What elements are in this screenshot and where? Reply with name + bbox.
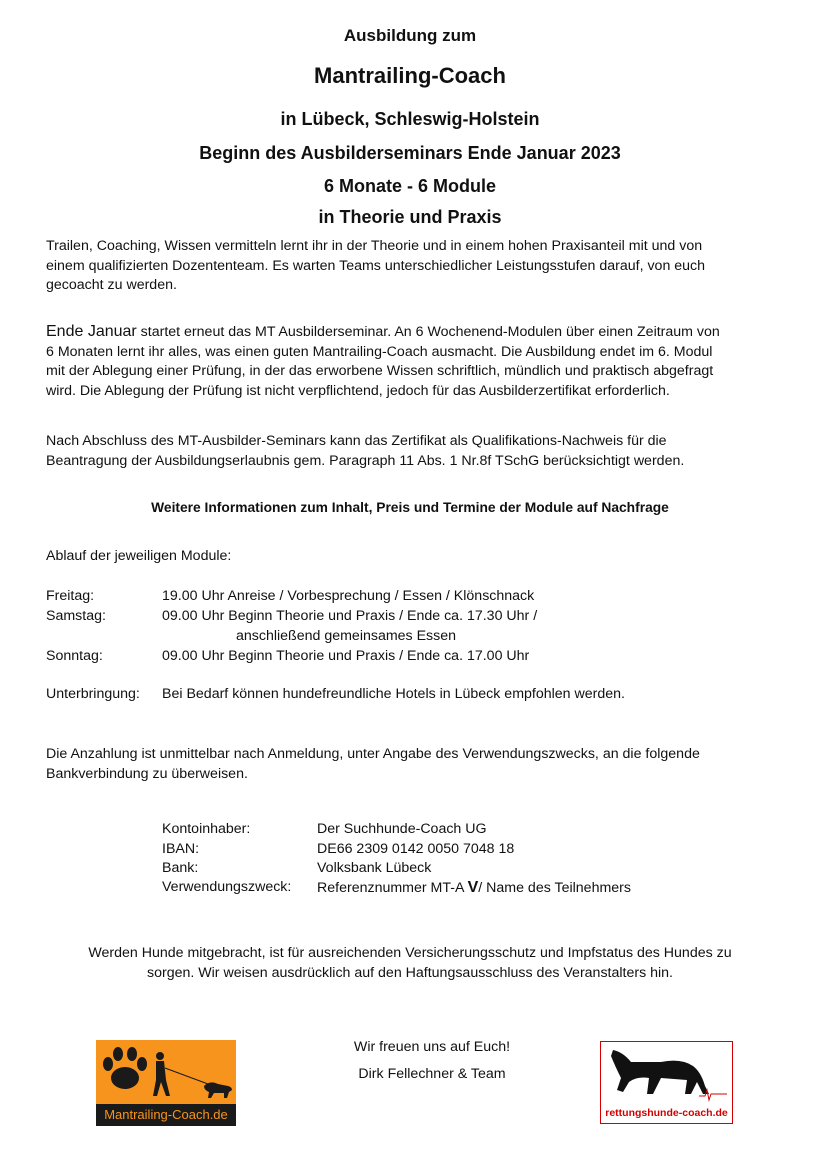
schedule-text: 09.00 Uhr Beginn Theorie und Praxis / Ende ca. 17.30 Uhr / xyxy=(162,608,538,624)
purpose-text: / Name des Teilnehmers xyxy=(478,880,631,896)
accommodation-label: Unterbringung: xyxy=(46,686,140,702)
title-line-1: Ausbildung zum xyxy=(343,26,477,45)
bank-value xyxy=(317,879,631,897)
paw-and-handler-icon xyxy=(96,1040,236,1104)
schedule-heading: Ablauf der jeweiligen Module: xyxy=(46,548,232,564)
rettungshunde-coach-logo xyxy=(600,1041,733,1124)
certificate-paragraph xyxy=(46,432,781,471)
duration-line: 6 Monate - 6 Module xyxy=(323,176,496,196)
schedule-day: Sonntag: xyxy=(46,648,103,664)
mantrailing-coach-logo xyxy=(96,1040,236,1126)
payment-paragraph xyxy=(46,745,781,784)
intro-line: gecoacht zu werden. xyxy=(46,277,177,294)
bank-value: Volksbank Lübeck xyxy=(317,860,432,876)
accommodation-text: Bei Bedarf können hundefreundliche Hotels in Lübeck empfohlen werden. xyxy=(162,686,625,702)
insurance-line: sorgen. Wir weisen ausdrücklich auf den Haftungsausschluss des Veranstalters hin. xyxy=(147,964,673,981)
insurance-notice xyxy=(0,944,820,983)
info-heading: Weitere Informationen zum Inhalt, Preis und Termine der Module auf Nachfrage xyxy=(151,500,669,515)
purpose-text: Referenznummer MT-A xyxy=(317,880,468,896)
bank-row-holder xyxy=(0,821,820,841)
schedule-text: anschließend gemeinsames Essen xyxy=(236,628,457,644)
location-line: in Lübeck, Schleswig-Holstein xyxy=(280,109,540,129)
seminar-line: mit der Ablegung einer Prüfung, in der das erworbene Wissen schriftlich, mündlich und praktisch abgefragt xyxy=(46,363,714,380)
schedule-row-friday xyxy=(0,588,820,608)
schedule-text: 09.00 Uhr Beginn Theorie und Praxis / Ende ca. 17.00 Uhr xyxy=(162,648,530,664)
seminar-line: 6 Monaten lernt ihr alles, was einen guten Mantrailing-Coach ausmacht. Die Ausbildung endet im 6. Modul xyxy=(46,343,713,360)
bank-label: Bank: xyxy=(162,860,199,876)
seminar-line xyxy=(46,322,781,343)
schedule-day: Freitag: xyxy=(46,588,95,604)
bank-label: Verwendungszweck: xyxy=(162,879,292,895)
intro-paragraph xyxy=(46,237,781,296)
bank-row-purpose xyxy=(0,879,820,899)
closing-signature: Dirk Fellechner & Team xyxy=(358,1066,506,1082)
schedule-text: 19.00 Uhr Anreise / Vorbesprechung / Essen / Klönschnack xyxy=(162,588,535,604)
bank-label: IBAN: xyxy=(162,841,200,857)
seminar-text: startet erneut das MT Ausbilderseminar. An 6 Wochenend-Modulen über einen Zeitraum von xyxy=(136,324,720,340)
bank-value: DE66 2309 0142 0050 7048 18 xyxy=(317,841,515,857)
seminar-lead: Ende Januar xyxy=(46,323,137,340)
schedule-day: Samstag: xyxy=(46,608,106,624)
closing-greeting: Wir freuen uns auf Euch! xyxy=(353,1039,511,1055)
payment-line: Bankverbindung zu überweisen. xyxy=(46,765,248,782)
right-logo-caption: rettungshunde-coach.de xyxy=(605,1107,728,1119)
left-logo-caption: Mantrailing-Coach.de xyxy=(96,1104,236,1126)
seminar-line: wird. Die Ablegung der Prüfung ist nicht verpflichtend, jedoch für das Ausbilderzertifikat erforderlich. xyxy=(46,382,670,399)
theory-practice-line: in Theorie und Praxis xyxy=(318,207,502,227)
certificate-line: Nach Abschluss des MT-Ausbilder-Seminars kann das Zertifikat als Qualifikations-Nachweis für die xyxy=(46,433,667,449)
schedule-row-saturday-cont xyxy=(0,628,820,648)
bank-row-iban xyxy=(0,841,820,861)
bank-value: Der Suchhunde-Coach UG xyxy=(317,821,487,837)
intro-line: Trailen, Coaching, Wissen vermitteln lernt ihr in der Theorie und in einem hohen Praxisanteil mit und von xyxy=(46,238,703,254)
insurance-line: Werden Hunde mitgebracht, ist für ausreichenden Versicherungsschutz und Impfstatus des Hundes zu xyxy=(88,945,732,961)
page-title: Mantrailing-Coach xyxy=(314,63,506,88)
bank-label: Kontoinhaber: xyxy=(162,821,251,837)
start-date-line: Beginn des Ausbilderseminars Ende Januar 2023 xyxy=(199,143,621,163)
schedule-row-saturday xyxy=(0,608,820,628)
certificate-line: Beantragung der Ausbildungserlaubnis gem. Paragraph 11 Abs. 1 Nr.8f TSchG berücksichtigt werden. xyxy=(46,452,685,469)
accommodation-row xyxy=(0,686,820,706)
purpose-marker: V xyxy=(467,879,479,896)
seminar-paragraph xyxy=(46,322,781,401)
intro-line: einem qualifizierten Dozententeam. Es warten Teams unterschiedlicher Leistungsstufen darauf, von euch xyxy=(46,257,706,274)
bank-row-bank xyxy=(0,860,820,880)
payment-line: Die Anzahlung ist unmittelbar nach Anmeldung, unter Angabe des Verwendungszwecks, an die folgende xyxy=(46,746,700,762)
dog-tracking-icon xyxy=(601,1042,731,1106)
schedule-row-sunday xyxy=(0,648,820,668)
